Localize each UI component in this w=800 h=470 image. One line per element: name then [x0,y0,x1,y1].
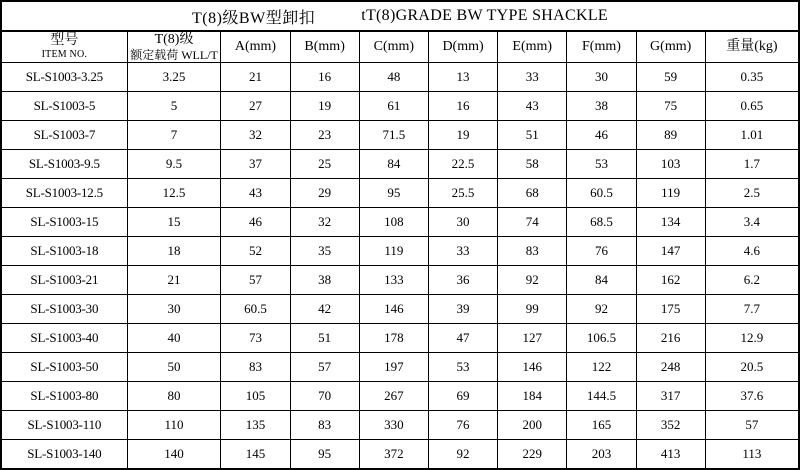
table-row [1,266,799,295]
cell-f: 84 [567,266,636,295]
cell-d: 16 [428,92,497,121]
cell-a: 60.5 [221,295,290,324]
cell-wll: 140 [127,440,221,469]
cell-e: 127 [498,324,567,353]
cell-wll: 5 [127,92,221,121]
cell-wll: 12.5 [127,179,221,208]
cell-c: 119 [359,237,428,266]
cell-a: 135 [221,411,290,440]
cell-d: 30 [428,208,497,237]
table-row [1,121,799,150]
cell-weight: 3.4 [705,208,799,237]
cell-g: 175 [636,295,705,324]
cell-weight: 4.6 [705,237,799,266]
cell-d: 19 [428,121,497,150]
cell-b: 42 [290,295,359,324]
column-header-g [636,31,705,63]
cell-item-no: SL-S1003-18 [1,237,127,266]
cell-item-no: SL-S1003-15 [1,208,127,237]
cell-item-no: SL-S1003-80 [1,382,127,411]
cell-e: 58 [498,150,567,179]
table-row [1,237,799,266]
cell-d: 39 [428,295,497,324]
cell-c: 84 [359,150,428,179]
cell-a: 83 [221,353,290,382]
table-row [1,92,799,121]
cell-a: 52 [221,237,290,266]
cell-b: 57 [290,353,359,382]
title-chinese: T(8)级BW型卸扣 [192,9,316,27]
column-header-wll [127,31,221,63]
cell-f: 60.5 [567,179,636,208]
table-row [1,179,799,208]
cell-g: 162 [636,266,705,295]
cell-f: 122 [567,353,636,382]
cell-wll: 30 [127,295,221,324]
cell-e: 184 [498,382,567,411]
cell-e: 74 [498,208,567,237]
cell-g: 75 [636,92,705,121]
column-header-f-label: F(mm) [582,39,621,54]
cell-d: 33 [428,237,497,266]
cell-b: 19 [290,92,359,121]
cell-e: 92 [498,266,567,295]
cell-b: 70 [290,382,359,411]
table-row [1,208,799,237]
column-header-wll-cn2: 额定载荷 WLL/T [130,48,218,62]
cell-item-no: SL-S1003-40 [1,324,127,353]
cell-e: 146 [498,353,567,382]
cell-d: 36 [428,266,497,295]
title-bar [0,0,800,30]
cell-e: 68 [498,179,567,208]
cell-d: 22.5 [428,150,497,179]
cell-f: 144.5 [567,382,636,411]
cell-e: 43 [498,92,567,121]
table-row [1,63,799,92]
cell-a: 37 [221,150,290,179]
cell-a: 57 [221,266,290,295]
cell-a: 43 [221,179,290,208]
cell-f: 30 [567,63,636,92]
cell-a: 32 [221,121,290,150]
cell-b: 83 [290,411,359,440]
table-row [1,440,799,469]
cell-a: 27 [221,92,290,121]
cell-b: 29 [290,179,359,208]
cell-d: 92 [428,440,497,469]
cell-c: 146 [359,295,428,324]
cell-g: 103 [636,150,705,179]
column-header-wll-cn: T(8)级 [154,32,194,47]
cell-c: 267 [359,382,428,411]
cell-c: 133 [359,266,428,295]
cell-e: 83 [498,237,567,266]
cell-item-no: SL-S1003-7 [1,121,127,150]
cell-weight: 6.2 [705,266,799,295]
column-header-g-label: G(mm) [650,39,692,54]
cell-d: 25.5 [428,179,497,208]
cell-g: 59 [636,63,705,92]
title-english: tT(8)GRADE BW TYPE SHACKLE [361,7,608,24]
column-header-d [428,31,497,63]
cell-f: 106.5 [567,324,636,353]
cell-c: 95 [359,179,428,208]
table-row [1,324,799,353]
cell-a: 21 [221,63,290,92]
cell-item-no: SL-S1003-21 [1,266,127,295]
cell-d: 47 [428,324,497,353]
cell-wll: 21 [127,266,221,295]
cell-b: 51 [290,324,359,353]
cell-item-no: SL-S1003-5 [1,92,127,121]
table-row [1,411,799,440]
cell-item-no: SL-S1003-50 [1,353,127,382]
cell-f: 38 [567,92,636,121]
cell-g: 216 [636,324,705,353]
cell-weight: 0.65 [705,92,799,121]
column-header-c-label: C(mm) [373,39,415,54]
cell-e: 51 [498,121,567,150]
cell-c: 372 [359,440,428,469]
column-header-item-no [1,31,127,63]
cell-weight: 57 [705,411,799,440]
column-header-weight-label: 重量(kg) [726,39,778,54]
cell-a: 46 [221,208,290,237]
cell-f: 76 [567,237,636,266]
cell-item-no: SL-S1003-110 [1,411,127,440]
cell-c: 178 [359,324,428,353]
cell-f: 203 [567,440,636,469]
cell-b: 32 [290,208,359,237]
cell-wll: 3.25 [127,63,221,92]
cell-a: 73 [221,324,290,353]
cell-c: 330 [359,411,428,440]
column-header-a [221,31,290,63]
column-header-item-no-en: ITEM NO. [41,49,88,60]
cell-d: 69 [428,382,497,411]
cell-wll: 7 [127,121,221,150]
cell-e: 33 [498,63,567,92]
cell-b: 35 [290,237,359,266]
cell-weight: 113 [705,440,799,469]
cell-d: 53 [428,353,497,382]
cell-wll: 110 [127,411,221,440]
cell-f: 53 [567,150,636,179]
cell-b: 16 [290,63,359,92]
specification-table [0,30,800,470]
cell-f: 165 [567,411,636,440]
table-row [1,150,799,179]
cell-d: 76 [428,411,497,440]
column-header-weight [705,31,799,63]
cell-e: 99 [498,295,567,324]
cell-f: 46 [567,121,636,150]
cell-wll: 40 [127,324,221,353]
column-header-c [359,31,428,63]
cell-d: 13 [428,63,497,92]
cell-weight: 2.5 [705,179,799,208]
cell-weight: 1.01 [705,121,799,150]
cell-weight: 37.6 [705,382,799,411]
cell-b: 25 [290,150,359,179]
cell-c: 61 [359,92,428,121]
column-header-f [567,31,636,63]
cell-g: 89 [636,121,705,150]
cell-item-no: SL-S1003-12.5 [1,179,127,208]
cell-g: 317 [636,382,705,411]
cell-c: 197 [359,353,428,382]
cell-wll: 15 [127,208,221,237]
column-header-b [290,31,359,63]
cell-b: 95 [290,440,359,469]
table-row [1,353,799,382]
cell-weight: 12.9 [705,324,799,353]
cell-b: 23 [290,121,359,150]
cell-g: 413 [636,440,705,469]
cell-item-no: SL-S1003-30 [1,295,127,324]
column-header-item-no-cn: 型号 [50,33,79,48]
cell-wll: 80 [127,382,221,411]
cell-g: 147 [636,237,705,266]
cell-e: 229 [498,440,567,469]
table-body [1,63,799,469]
table-row [1,382,799,411]
column-header-d-label: D(mm) [442,39,484,54]
cell-wll: 18 [127,237,221,266]
cell-weight: 0.35 [705,63,799,92]
cell-e: 200 [498,411,567,440]
table-header [1,31,799,63]
cell-wll: 50 [127,353,221,382]
cell-a: 145 [221,440,290,469]
column-header-e [498,31,567,63]
cell-g: 119 [636,179,705,208]
cell-wll: 9.5 [127,150,221,179]
cell-g: 352 [636,411,705,440]
header-row [1,31,799,63]
column-header-e-label: E(mm) [512,39,553,54]
cell-f: 92 [567,295,636,324]
cell-item-no: SL-S1003-9.5 [1,150,127,179]
column-header-b-label: B(mm) [304,39,345,54]
cell-weight: 1.7 [705,150,799,179]
cell-f: 68.5 [567,208,636,237]
cell-g: 134 [636,208,705,237]
cell-b: 38 [290,266,359,295]
cell-weight: 7.7 [705,295,799,324]
cell-weight: 20.5 [705,353,799,382]
cell-c: 108 [359,208,428,237]
cell-c: 48 [359,63,428,92]
cell-g: 248 [636,353,705,382]
cell-c: 71.5 [359,121,428,150]
cell-item-no: SL-S1003-3.25 [1,63,127,92]
cell-a: 105 [221,382,290,411]
table-row [1,295,799,324]
column-header-a-label: A(mm) [234,39,277,54]
cell-item-no: SL-S1003-140 [1,440,127,469]
